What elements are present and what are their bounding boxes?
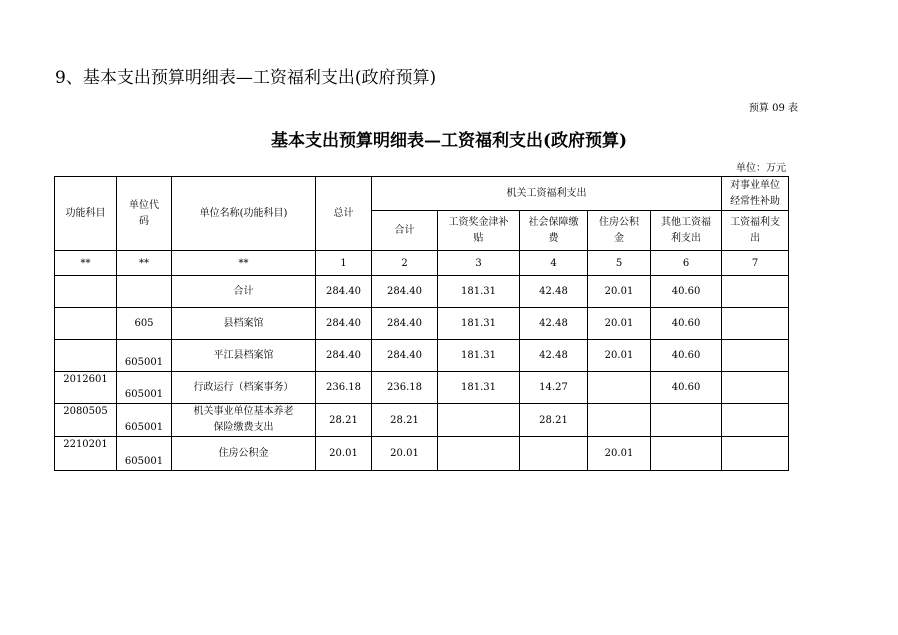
index-cell: 1 bbox=[316, 251, 372, 276]
social-cell: 28.21 bbox=[520, 404, 588, 437]
unit-name-line2: 保险缴费支出 bbox=[213, 422, 274, 433]
section-heading: 9、基本支出预算明细表—工资福利支出(政府预算) bbox=[55, 68, 437, 88]
header-social bbox=[520, 211, 588, 251]
index-cell: 4 bbox=[520, 251, 588, 276]
wage-cell bbox=[438, 404, 520, 437]
unit-name-cell: 合计 bbox=[172, 276, 316, 308]
header-housing-line1: 住房公积 bbox=[599, 216, 639, 228]
header-public-bottom-line2: 出 bbox=[750, 232, 761, 244]
header-other bbox=[651, 211, 722, 251]
header-unit-code bbox=[117, 177, 172, 251]
other-cell: 40.60 bbox=[651, 372, 722, 404]
header-unit-code-line2: 码 bbox=[139, 215, 149, 227]
total-cell: 28.21 bbox=[316, 404, 372, 437]
func-subject-cell bbox=[55, 340, 117, 372]
header-social-line1: 社会保障缴 bbox=[528, 216, 579, 228]
header-unit-name: 单位名称(功能科目) bbox=[172, 177, 316, 251]
public-cell bbox=[722, 276, 789, 308]
social-cell: 42.48 bbox=[520, 340, 588, 372]
subtotal-cell: 284.40 bbox=[372, 276, 438, 308]
header-public-top bbox=[722, 177, 789, 211]
func-subject-cell: 2012601 bbox=[55, 372, 117, 404]
other-cell bbox=[651, 437, 722, 471]
social-cell: 14.27 bbox=[520, 372, 588, 404]
subtotal-cell: 284.40 bbox=[372, 340, 438, 372]
header-subtotal: 合计 bbox=[372, 211, 438, 251]
public-cell bbox=[722, 340, 789, 372]
wage-cell: 181.31 bbox=[438, 308, 520, 340]
header-other-line1: 其他工资福 bbox=[661, 216, 712, 228]
form-code: 预算 09 表 bbox=[748, 103, 798, 114]
wage-cell: 181.31 bbox=[438, 276, 520, 308]
index-row bbox=[55, 251, 789, 276]
header-other-line2: 利支出 bbox=[671, 232, 702, 244]
header-public-bottom bbox=[722, 211, 789, 251]
table-row bbox=[55, 276, 789, 308]
housing-cell bbox=[588, 372, 651, 404]
index-cell: ** bbox=[117, 251, 172, 276]
index-cell: ** bbox=[172, 251, 316, 276]
housing-cell: 20.01 bbox=[588, 276, 651, 308]
header-unit-code-line1: 单位代 bbox=[129, 199, 159, 211]
index-cell: ** bbox=[55, 251, 117, 276]
table-row bbox=[55, 372, 789, 404]
table-row bbox=[55, 308, 789, 340]
total-cell: 20.01 bbox=[316, 437, 372, 471]
header-total: 总计 bbox=[316, 177, 372, 251]
func-subject-cell bbox=[55, 276, 117, 308]
social-cell: 42.48 bbox=[520, 276, 588, 308]
header-wage bbox=[438, 211, 520, 251]
other-cell: 40.60 bbox=[651, 340, 722, 372]
total-cell: 284.40 bbox=[316, 308, 372, 340]
total-cell: 284.40 bbox=[316, 276, 372, 308]
social-cell bbox=[520, 437, 588, 471]
unit-code-cell: 605001 bbox=[117, 404, 172, 437]
index-cell: 3 bbox=[438, 251, 520, 276]
subtotal-cell: 236.18 bbox=[372, 372, 438, 404]
wage-cell: 181.31 bbox=[438, 372, 520, 404]
wage-cell: 181.31 bbox=[438, 340, 520, 372]
unit-code-cell: 605001 bbox=[117, 437, 172, 471]
subtotal-cell: 20.01 bbox=[372, 437, 438, 471]
header-public-top-line2: 经常性补助 bbox=[730, 195, 781, 207]
index-cell: 7 bbox=[722, 251, 789, 276]
public-cell bbox=[722, 308, 789, 340]
public-cell bbox=[722, 372, 789, 404]
other-cell bbox=[651, 404, 722, 437]
unit-name-cell: 住房公积金 bbox=[172, 437, 316, 471]
func-subject-cell: 2210201 bbox=[55, 437, 117, 471]
subtotal-cell: 28.21 bbox=[372, 404, 438, 437]
other-cell: 40.60 bbox=[651, 308, 722, 340]
total-cell: 284.40 bbox=[316, 340, 372, 372]
header-org-group: 机关工资福利支出 bbox=[372, 177, 722, 211]
index-cell: 6 bbox=[651, 251, 722, 276]
table-row bbox=[55, 437, 789, 471]
housing-cell: 20.01 bbox=[588, 308, 651, 340]
unit-name-cell: 平江县档案馆 bbox=[172, 340, 316, 372]
table-title: 基本支出预算明细表—工资福利支出(政府预算) bbox=[270, 131, 628, 151]
index-cell: 5 bbox=[588, 251, 651, 276]
unit-code-cell: 605001 bbox=[117, 372, 172, 404]
unit-name-cell: 县档案馆 bbox=[172, 308, 316, 340]
table-row bbox=[55, 340, 789, 372]
table-row bbox=[55, 404, 789, 437]
func-subject-cell: 2080505 bbox=[55, 404, 117, 437]
func-subject-cell bbox=[55, 308, 117, 340]
subtotal-cell: 284.40 bbox=[372, 308, 438, 340]
header-row-1 bbox=[55, 177, 789, 211]
header-func-subject: 功能科目 bbox=[55, 177, 117, 251]
header-public-top-line1: 对事业单位 bbox=[730, 179, 781, 191]
index-cell: 2 bbox=[372, 251, 438, 276]
unit-code-cell: 605001 bbox=[117, 340, 172, 372]
header-wage-line2: 贴 bbox=[473, 232, 484, 244]
wage-cell bbox=[438, 437, 520, 471]
header-social-line2: 费 bbox=[548, 232, 559, 244]
unit-label: 单位：万元 bbox=[736, 163, 786, 174]
other-cell: 40.60 bbox=[651, 276, 722, 308]
unit-code-cell: 605 bbox=[117, 308, 172, 340]
public-cell bbox=[722, 437, 789, 471]
header-housing-line2: 金 bbox=[614, 232, 624, 244]
header-wage-line1: 工资奖金津补 bbox=[448, 216, 509, 228]
public-cell bbox=[722, 404, 789, 437]
total-cell: 236.18 bbox=[316, 372, 372, 404]
unit-name-cell: 行政运行（档案事务） bbox=[172, 372, 316, 404]
housing-cell: 20.01 bbox=[588, 437, 651, 471]
budget-table bbox=[54, 176, 789, 471]
header-housing bbox=[588, 211, 651, 251]
housing-cell bbox=[588, 404, 651, 437]
social-cell: 42.48 bbox=[520, 308, 588, 340]
unit-name-line1: 机关事业单位基本养老 bbox=[193, 406, 294, 417]
header-public-bottom-line1: 工资福利支 bbox=[730, 216, 781, 228]
housing-cell: 20.01 bbox=[588, 340, 651, 372]
unit-code-cell bbox=[117, 276, 172, 308]
unit-name-cell bbox=[172, 404, 316, 437]
